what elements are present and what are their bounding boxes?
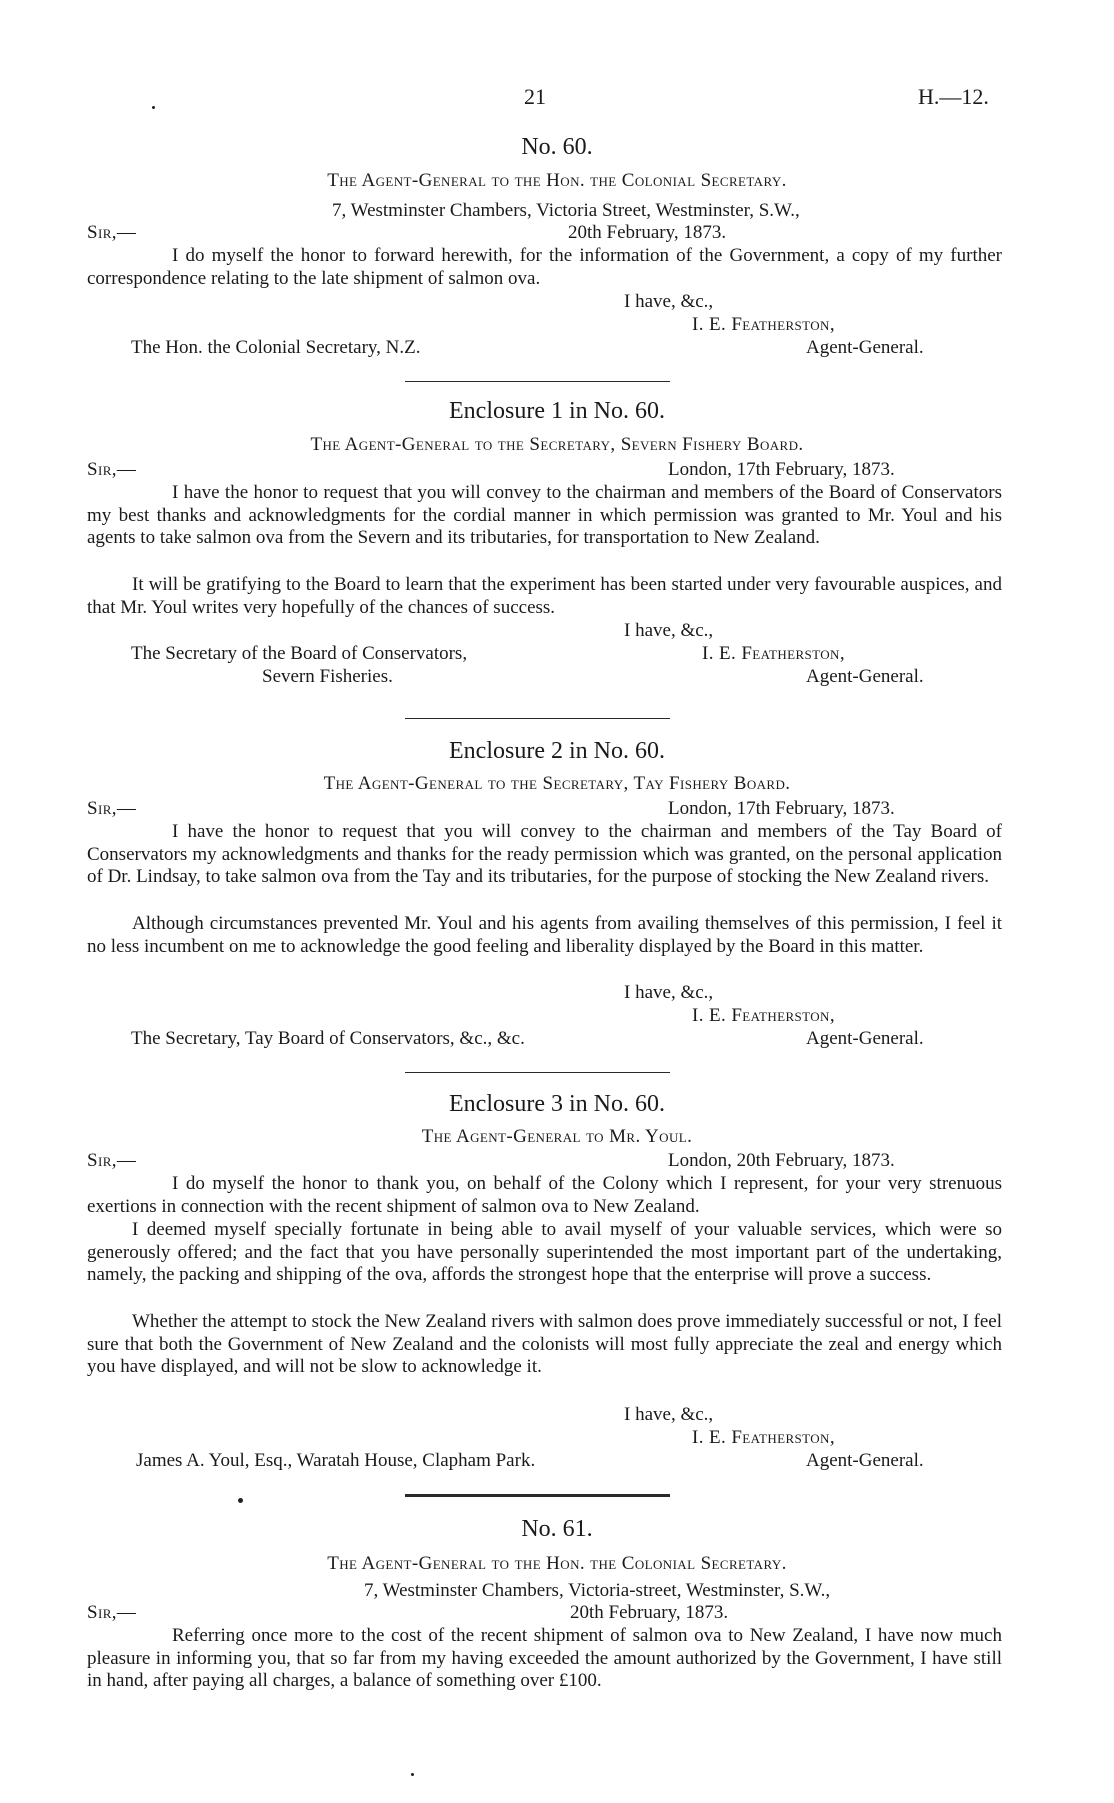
body-paragraph: I deemed myself specially fortunate in being able to avail myself of your valuable services, which were so generously offered; and the fact that you have personally superintended the most important part of the undertaking, namely, the packing and shipping of the ova, affords the strongest hope that the enterprise will prove a success. [87,1219,1002,1285]
letter-from-to: The Agent-General to the Hon. the Colonial Secretary. [327,170,787,191]
addressee-line-1: The Secretary of the Board of Conservators, [131,643,468,664]
letter-date: London, 20th February, 1873. [668,1150,895,1171]
enclosure-heading: Enclosure 3 in No. 60. [449,1091,665,1117]
section-divider [405,718,670,719]
letter-divider [405,1494,670,1497]
stray-mark [238,1498,243,1503]
body-paragraph: Referring once more to the cost of the recent shipment of salmon ova to New Zealand, I have now much pleasure in informing you, that so far from my having exceeded the amount authorized by the Government, I have still in hand, after paying all charges, a balance of something over £100. [87,1625,1002,1691]
section-divider [405,381,670,382]
salutation: Sir,— [87,1150,137,1171]
letter-number: No. 61. [521,1516,593,1542]
closing: I have, &c., [624,982,714,1003]
salutation: Sir,— [87,459,137,480]
letter-from-to: The Agent-General to Mr. Youl. [421,1126,693,1147]
signatory-title: Agent-General. [806,337,924,358]
sender-address: 7, Westminster Chambers, Victoria-street, Westminster, S.W., [364,1580,831,1601]
enclosure-heading: Enclosure 2 in No. 60. [449,738,665,764]
signatory: I. E. Featherston, [702,643,845,664]
stray-mark [411,1773,414,1776]
addressee: The Hon. the Colonial Secretary, N.Z. [131,337,421,358]
page-number: 21 [524,84,546,109]
body-paragraph: I have the honor to request that you will convey to the chairman and members of the Board of Conservators my best thanks and acknowledgments for the cordial manner in which permission was granted to Mr. Youl and his agents to take salmon ova from the Severn and its tributaries, for transportation to New Zealand. [87,482,1002,548]
section-divider [405,1072,670,1073]
signatory: I. E. Featherston, [692,314,835,335]
enclosure-heading: Enclosure 1 in No. 60. [449,398,665,424]
document-reference: H.—12. [918,84,989,109]
body-paragraph: I do myself the honor to forward herewith, for the information of the Government, a copy of my further correspondence relating to the late shipment of salmon ova. [87,245,1002,289]
letter-from-to: The Agent-General to the Hon. the Colonial Secretary. [327,1553,787,1574]
stray-mark [152,106,155,109]
letter-date: 20th February, 1873. [570,1602,729,1623]
signatory: I. E. Featherston, [692,1427,835,1448]
body-paragraph: It will be gratifying to the Board to learn that the experiment has been started under very favourable auspices, and that Mr. Youl writes very hopefully of the chances of success. [87,574,1002,618]
letter-from-to: The Agent-General to the Secretary, Tay Fishery Board. [323,773,791,794]
body-paragraph: Whether the attempt to stock the New Zealand rivers with salmon does prove immediately successful or not, I feel sure that both the Government of New Zealand and the colonists will most fully appreciate the zeal and energy which you have displayed, and will not be slow to acknowledge it. [87,1311,1002,1377]
body-paragraph: I have the honor to request that you will convey to the chairman and members of the Tay Board of Conservators my acknowledgments and thanks for the ready permission which was granted, on the personal application of Dr. Lindsay, to take salmon ova from the Tay and its tributaries, for the purpose of stocking the New Zealand rivers. [87,821,1002,887]
letter-date: London, 17th February, 1873. [668,798,895,819]
closing: I have, &c., [624,1404,714,1425]
signatory: I. E. Featherston, [692,1005,835,1026]
signatory-title: Agent-General. [806,1450,924,1471]
addressee: The Secretary, Tay Board of Conservators, &c., &c. [131,1028,525,1049]
addressee: James A. Youl, Esq., Waratah House, Clapham Park. [136,1450,536,1471]
closing: I have, &c., [624,620,714,641]
closing: I have, &c., [624,291,714,312]
body-paragraph: I do myself the honor to thank you, on behalf of the Colony which I represent, for your very strenuous exertions in connection with the recent shipment of salmon ova to New Zealand. [87,1173,1002,1217]
sender-address: 7, Westminster Chambers, Victoria Street, Westminster, S.W., [332,200,800,221]
letter-number: No. 60. [521,134,593,160]
addressee-line-2: Severn Fisheries. [262,666,393,687]
signatory-title: Agent-General. [806,1028,924,1049]
salutation: Sir,— [87,798,137,819]
letter-from-to: The Agent-General to the Secretary, Severn Fishery Board. [310,434,804,455]
signatory-title: Agent-General. [806,666,924,687]
salutation: Sir,— [87,222,137,243]
letter-date: London, 17th February, 1873. [668,459,895,480]
salutation: Sir,— [87,1602,137,1623]
body-paragraph: Although circumstances prevented Mr. Youl and his agents from availing themselves of this permission, I feel it no less incumbent on me to acknowledge the good feeling and liberality displayed by the Board in this matter. [87,913,1002,957]
letter-date: 20th February, 1873. [568,222,727,243]
